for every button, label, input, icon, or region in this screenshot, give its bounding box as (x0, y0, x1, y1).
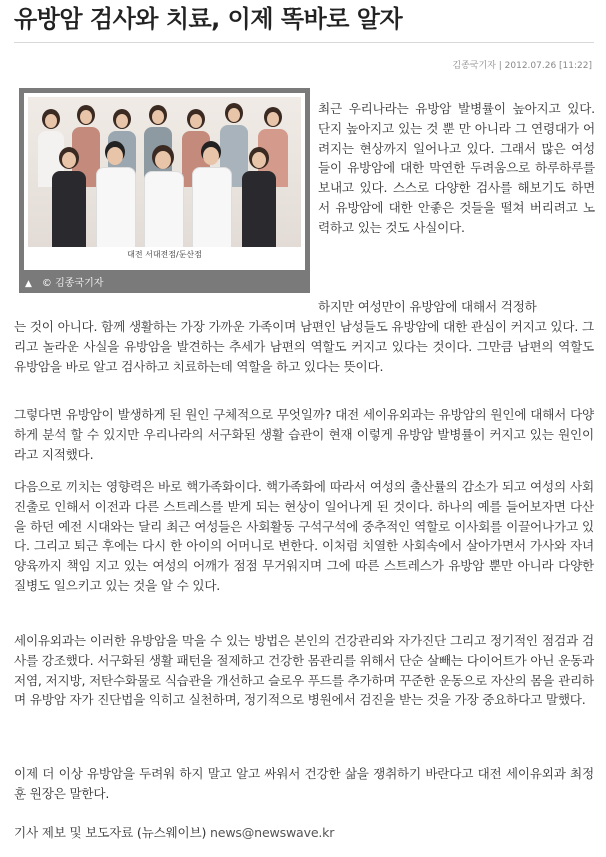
photo-credit (25, 274, 103, 289)
paragraph-2-continued: 는 것이 아니다. 함께 생활하는 가장 가까운 가족이며 남편인 남성들도 유방암에 대한 관심이 커지고 있다. 그리고 놀라운 사실을 유방암을 발견하는 추세가 남편의 역할도 커지고 있다는 것이다. 그만큼 남편의 역할도 유방암을 바로 알고 검사하고 치료하는데 역할을 하고 있다는 뜻이다. (14, 319, 594, 374)
paragraph-5: 세이유외과는 이러한 유방암을 막을 수 있는 방법은 본인의 건강관리와 자가진단 그리고 정기적인 점검과 검사를 강조했다. 서구화된 생활 패턴을 절제하고 건강한 몸관리를 위해서 단순 살빼는 다이어트가 아닌 운동과 저염, 저지방, 저탄수화물로 식습관을 개선하고 슬로우 푸드를 추가하며 꾸준한 운동으로 자산의 몸을 관리하며 유방암 자가 진단법을 익히고 실천하며, 정기적으로 병원에서 검진을 받는 것을 가장 중요하다고 말했다. (14, 633, 594, 708)
photo-credit-text: © 김종국기자 (41, 278, 104, 289)
paragraph-4: 다음으로 끼치는 영향력은 바로 핵가족화이다. 핵가족화에 따라서 여성의 출산률의 감소가 되고 여성의 사회진출로 인해서 이전과 다른 스트레스를 받게 되는 현상이 일어나게 된 것이다. 하나의 예를 들어보자면 다산을 하던 예전 시대와는 달리 최근 여성들은 사회활동 구석구석에 중추적인 역할로 이사회를 이끌어나가고 있다. 그리고 퇴근 후에는 다시 한 아이의 어머니로 변한다. 이처럼 치열한 사회속에서 살아가면서 가사와 자녀양육까지 책임 지고 있는 여성의 어깨가 점점 무거워지며 그에 따른 스트레스가 유방암 뿐만 아니라 다양한 질병도 일으키고 있는 것을 알 수 있다. (14, 479, 594, 593)
paragraph-2-start: 하지만 여성만이 유방암에 대해서 걱정하 (318, 299, 537, 314)
article-footer (14, 823, 594, 843)
article-photo[interactable] (24, 93, 305, 270)
group-photo-image (28, 97, 301, 247)
article-byline: 김종국기자 | 2012.07.26 [11:22] (452, 61, 592, 71)
triangle-up-icon[interactable]: ▲ (25, 279, 32, 289)
headline-divider (14, 42, 594, 43)
paragraph-6: 이제 더 이상 유방암을 두려워 하지 말고 알고 싸워서 건강한 삶을 쟁취하기 바란다고 대전 세이유외과 최정훈 원장은 말한다. (14, 766, 594, 801)
footer-email-link[interactable]: news@newswave.kr (209, 825, 335, 840)
photo-caption: 대전 서대전점/둔산점 (127, 250, 202, 259)
paragraph-1: 최근 우리나라는 유방암 발병률이 높아지고 있다. 단지 높아지고 있는 것 뿐 만 아니라 그 연령대가 어려지는 현상까지 일어나고 있다. 그래서 많은 여성들이 유방암에 대한 막연한 두려움으로 하루하루를 보내고 있다. 스스로 다양한 검사를 해보기도 하면서 유방암에 대한 안좋은 것들을 떨쳐 버리려고 노력하고 있는 것도 사실이다. (318, 101, 595, 235)
paragraph-3: 그렇다면 유방암이 발생하게 된 원인 구체적으로 무엇일까? 대전 세이유외과는 유방암의 원인에 대해서 다양하게 분석 할 수 있지만 우리나라의 서구화된 생활 습관이 현재 이렇게 유방암 발병률이 커지고 있는 원인이라고 지적했다. (14, 407, 594, 462)
article-photo-frame[interactable] (19, 88, 310, 293)
footer-label: 기사 제보 및 보도자료 (뉴스웨이브) (14, 825, 207, 840)
article-headline: 유방암 검사와 치료, 이제 똑바로 알자 (14, 5, 403, 33)
